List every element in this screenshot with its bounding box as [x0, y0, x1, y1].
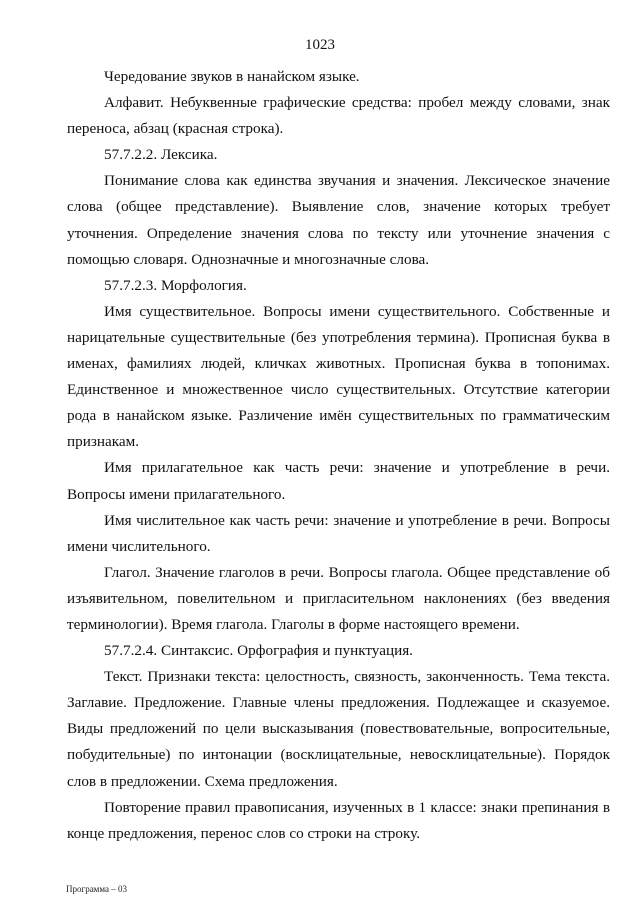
paragraph-noun: Имя существительное. Вопросы имени существительного. Собственные и нарицательные существительные (без употребления термина). Прописная буква в именах, фамилиях людей, кличках животных. Прописная буква в топонимах. Единственное и множественное число существительных. Отсутствие категории рода в нанайском языке. Различение имён существительных по грамматическим признакам. [67, 302, 610, 451]
page-number: 1023 [305, 37, 335, 53]
section-heading-morphology: 57.7.2.3. Морфология. [104, 276, 247, 294]
section-heading-lexicon: 57.7.2.2. Лексика. [104, 146, 218, 164]
footer-program-label: Программа – 03 [66, 884, 128, 894]
paragraph-alphabet: Алфавит. Небуквенные графические средства: пробел между словами, знак переноса, абзац (красная строка). [67, 94, 610, 138]
paragraph-word-meaning: Понимание слова как единства звучания и значения. Лексическое значение слова (общее представление). Выявление слов, значение которых требует уточнения. Определение значения слова по тексту или уточнение значения с помощью словаря. Однозначные и многозначные слова. [67, 172, 610, 268]
paragraph-numeral: Имя числительное как часть речи: значение и употребление в речи. Вопросы имени числительного. [67, 511, 610, 555]
body-text [67, 64, 610, 847]
paragraph-verb: Глагол. Значение глаголов в речи. Вопросы глагола. Общее представление об изъявительном, повелительном и пригласительном наклонениях (без введения терминологии). Время глагола. Глаголы в форме настоящего времени. [67, 563, 610, 633]
paragraph-spelling-rules: Повторение правил правописания, изученных в 1 классе: знаки препинания в конце предложения, перенос слов со строки на строку. [67, 798, 610, 842]
paragraph-adjective: Имя прилагательное как часть речи: значение и употребление в речи. Вопросы имени прилагательного. [67, 459, 610, 503]
section-heading-syntax: 57.7.2.4. Синтаксис. Орфография и пунктуация. [104, 642, 413, 660]
paragraph-text-features: Текст. Признаки текста: целостность, связность, законченность. Тема текста. Заглавие. Предложение. Главные члены предложения. Подлежащее и сказуемое. Виды предложений по цели высказывания (повествовательные, вопросительные, побудительные) по интонации (восклицательные, невосклицательные). Порядок слов в предложении. Схема предложения. [67, 668, 610, 790]
paragraph-sound-alternation: Чередование звуков в нанайском языке. [104, 68, 360, 85]
